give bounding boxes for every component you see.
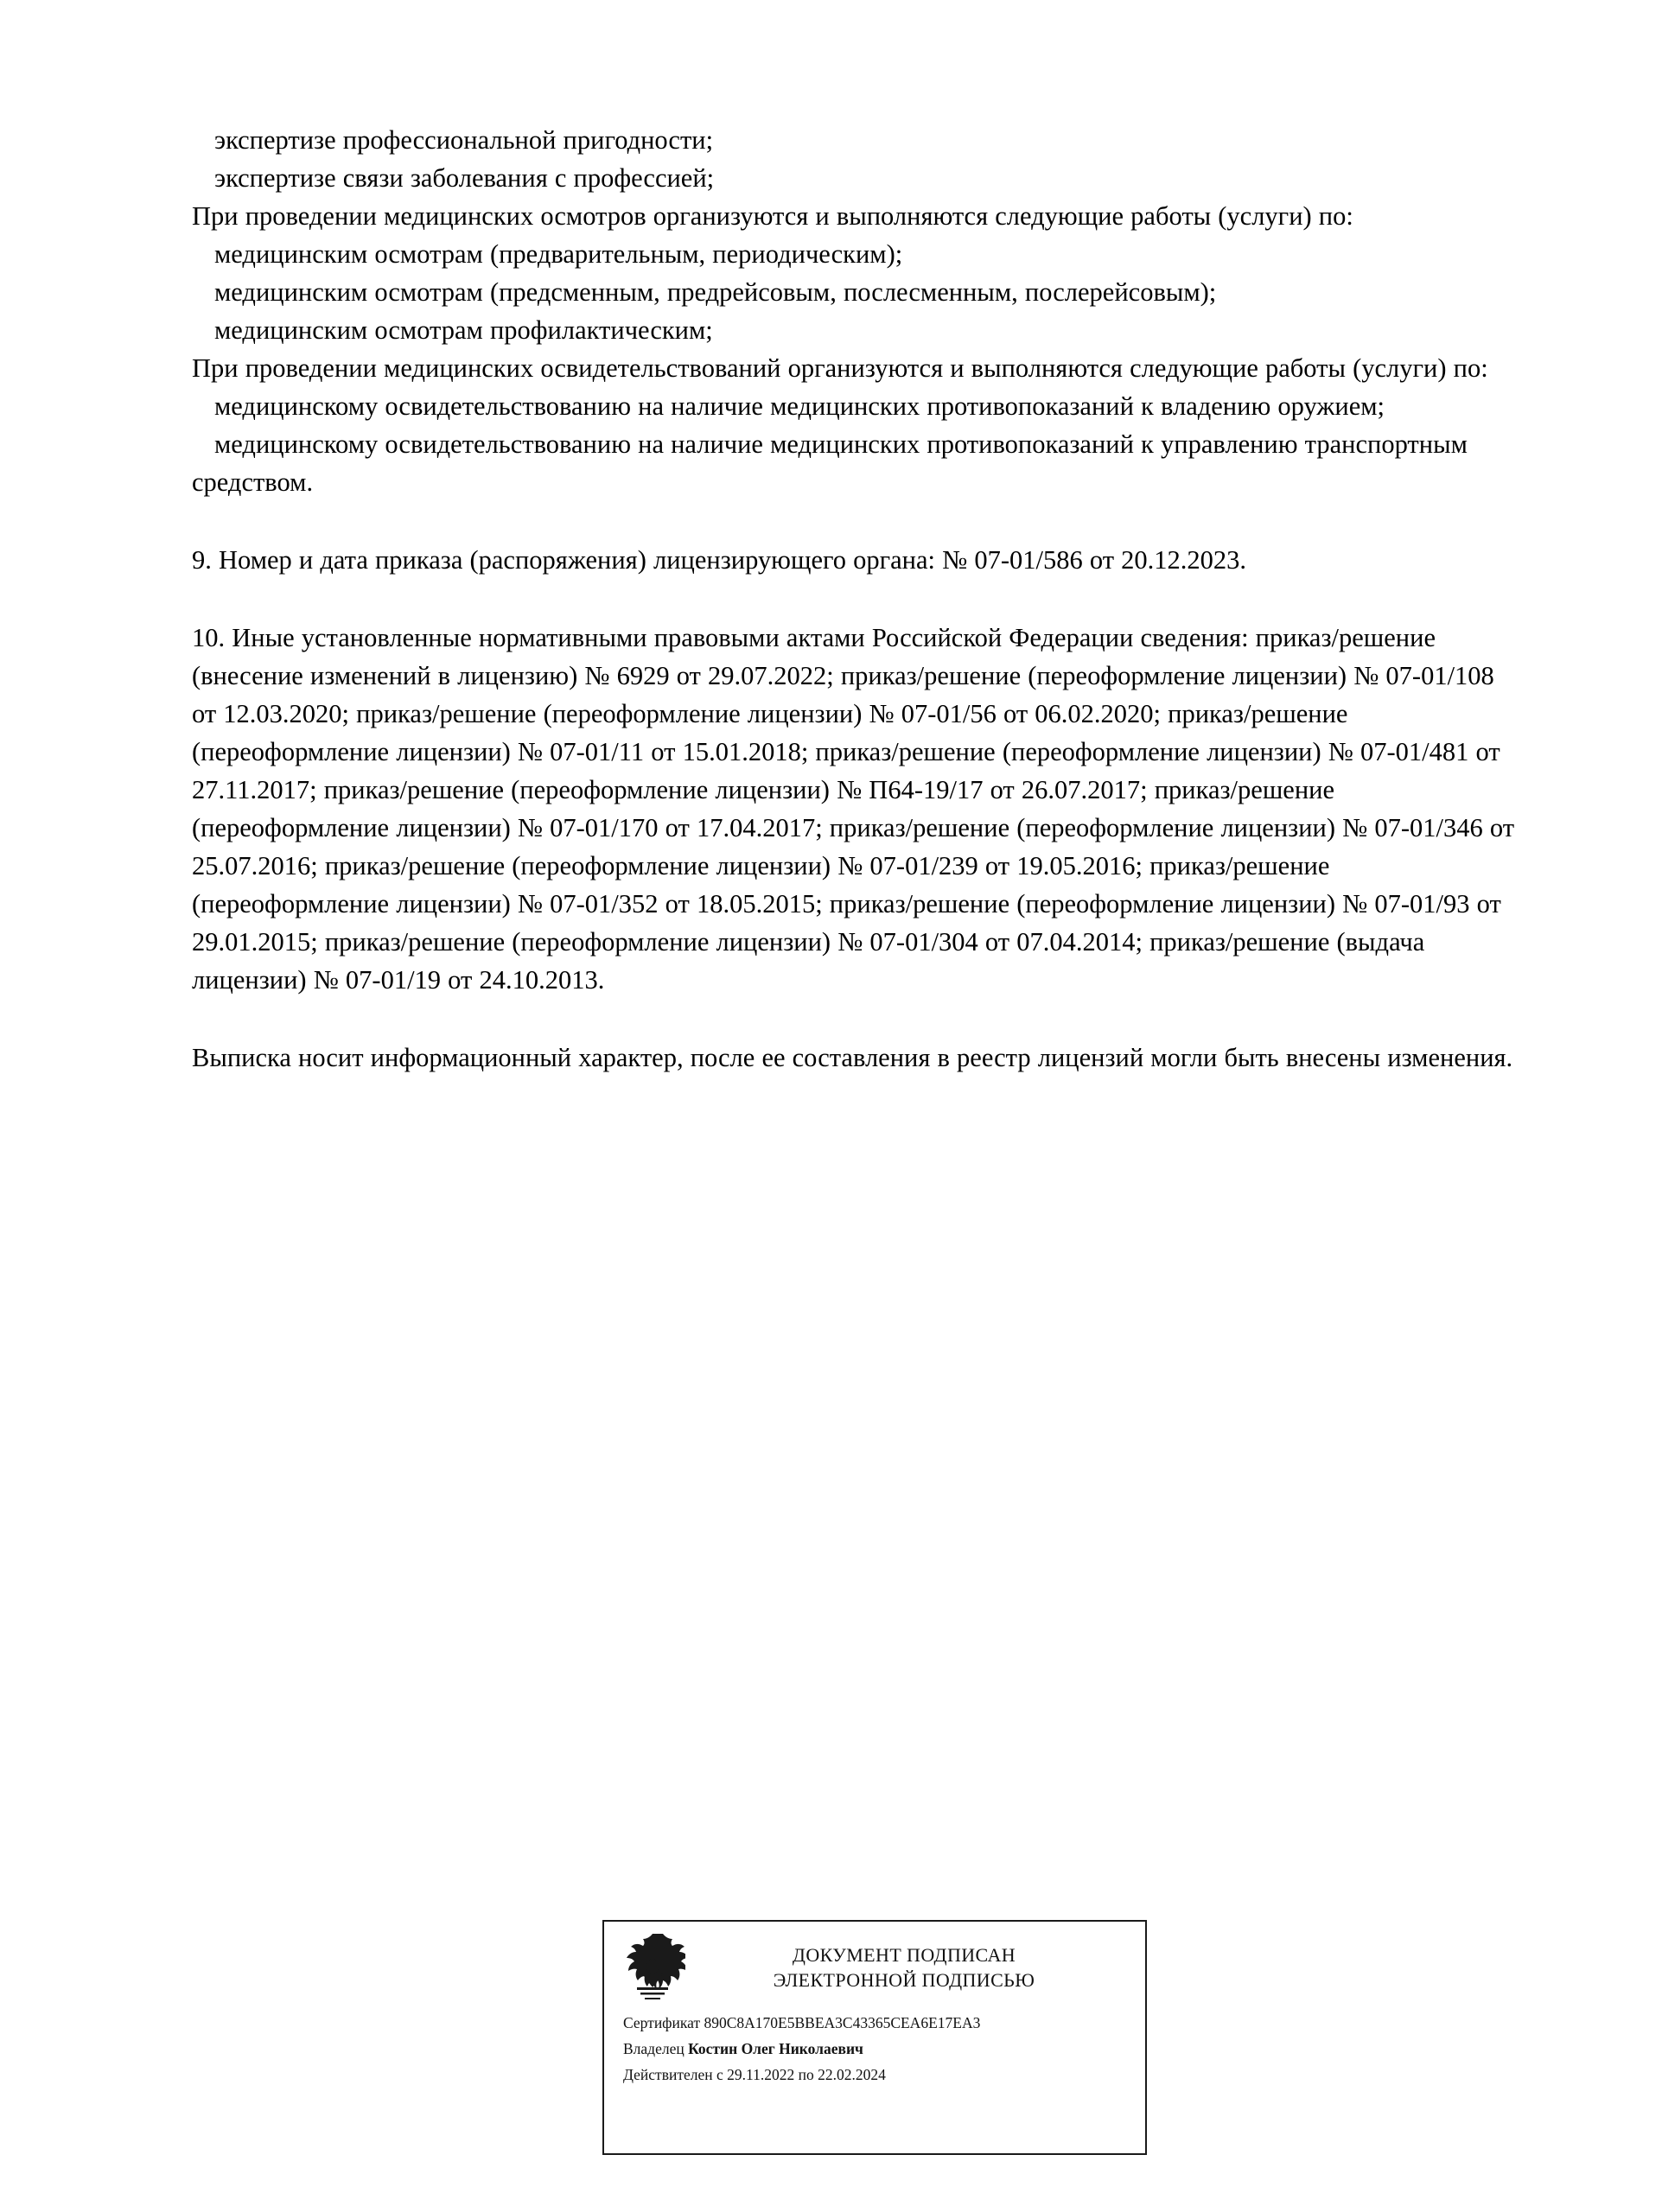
paragraph-medical-examinations-intro: При проведении медицинских освидетельствований организуются и выполняются следующие работы (услуги) по: (192, 353, 1488, 383)
electronic-signature-stamp (602, 1920, 1147, 2155)
spacer (192, 579, 1523, 619)
paragraph-exams-preliminary-periodic: медицинским осмотрам (предварительным, периодическим); (214, 239, 903, 269)
stamp-title (694, 1942, 1137, 1993)
spacer (192, 999, 1523, 1039)
paragraph-exams-preshift-pretrip: медицинским осмотрам (предсменным, предрейсовым, послесменным, послерейсовым); (214, 277, 1217, 307)
stamp-certificate-label: Сертификат (623, 2014, 701, 2031)
paragraph-disclaimer: Выписка носит информационный характер, после ее составления в реестр лицензий могли быть внесены изменения. (192, 1043, 1513, 1072)
stamp-certificate-line (623, 2010, 1145, 2036)
paragraph-item-9-order-number-date: 9. Номер и дата приказа (распоряжения) лицензирующего органа: № 07-01/586 от 20.12.2023. (192, 545, 1247, 575)
stamp-title-line-2: ЭЛЕКТРОННОЙ ПОДПИСЬЮ (773, 1969, 1035, 1991)
paragraph-exams-preventive: медицинским осмотрам профилактическим; (214, 315, 713, 345)
paragraph-examination-vehicle: медицинскому освидетельствованию на наличие медицинских противопоказаний к управлению транспортным средством. (192, 429, 1468, 497)
stamp-certificate-value: 890C8A170E5BBEA3C43365CEA6E17EA3 (704, 2014, 981, 2031)
paragraph-item-10-other-information: 10. Иные установленные нормативными правовыми актами Российской Федерации сведения: приказ/решение (внесение изменений в лицензию) № 6929 от 29.07.2022; приказ/решение (переоформление лицензии) № 07-01/108 от 12.03.2020; приказ/решение (переоформление лицензии) № 07-01/56 от 06.02.2020; приказ/решение (переоформление лицензии) № 07-01/11 от 15.01.2018; приказ/решение (переоформление лицензии) № 07-01/481 от 27.11.2017; приказ/решение (переоформление лицензии) № П64-19/17 от 26.07.2017; приказ/решение (переоформление лицензии) № 07-01/170 от 17.04.2017; приказ/решение (переоформление лицензии) № 07-01/346 от 25.07.2016; приказ/решение (переоформление лицензии) № 07-01/239 от 19.05.2016; приказ/решение (переоформление лицензии) № 07-01/352 от 18.05.2015; приказ/решение (переоформление лицензии) № 07-01/93 от 29.01.2015; приказ/решение (переоформление лицензии) № 07-01/304 от 07.04.2014; приказ/решение (выдача лицензии) № 07-01/19 от 24.10.2013. (192, 623, 1515, 995)
stamp-owner-label: Владелец (623, 2040, 685, 2057)
russian-coat-of-arms-icon (620, 1930, 685, 2005)
stamp-details (604, 2005, 1145, 2088)
paragraph-medical-exams-intro: При проведении медицинских осмотров организуются и выполняются следующие работы (услуги) по: (192, 201, 1353, 231)
stamp-title-line-1: ДОКУМЕНТ ПОДПИСАН (792, 1944, 1016, 1966)
paragraph-expertise-prof-suitability: экспертизе профессиональной пригодности; (214, 125, 714, 155)
stamp-owner-value: Костин Олег Николаевич (688, 2040, 863, 2057)
spacer (192, 501, 1523, 541)
paragraph-expertise-disease-link: экспертизе связи заболевания с профессией; (214, 163, 715, 193)
stamp-validity-line: Действителен с 29.11.2022 по 22.02.2024 (623, 2066, 886, 2083)
paragraph-examination-weapons: медицинскому освидетельствованию на наличие медицинских противопоказаний к владению оружием; (214, 391, 1385, 421)
stamp-header (604, 1922, 1145, 2005)
stamp-owner-line (623, 2036, 1145, 2062)
document-body (192, 121, 1523, 1077)
